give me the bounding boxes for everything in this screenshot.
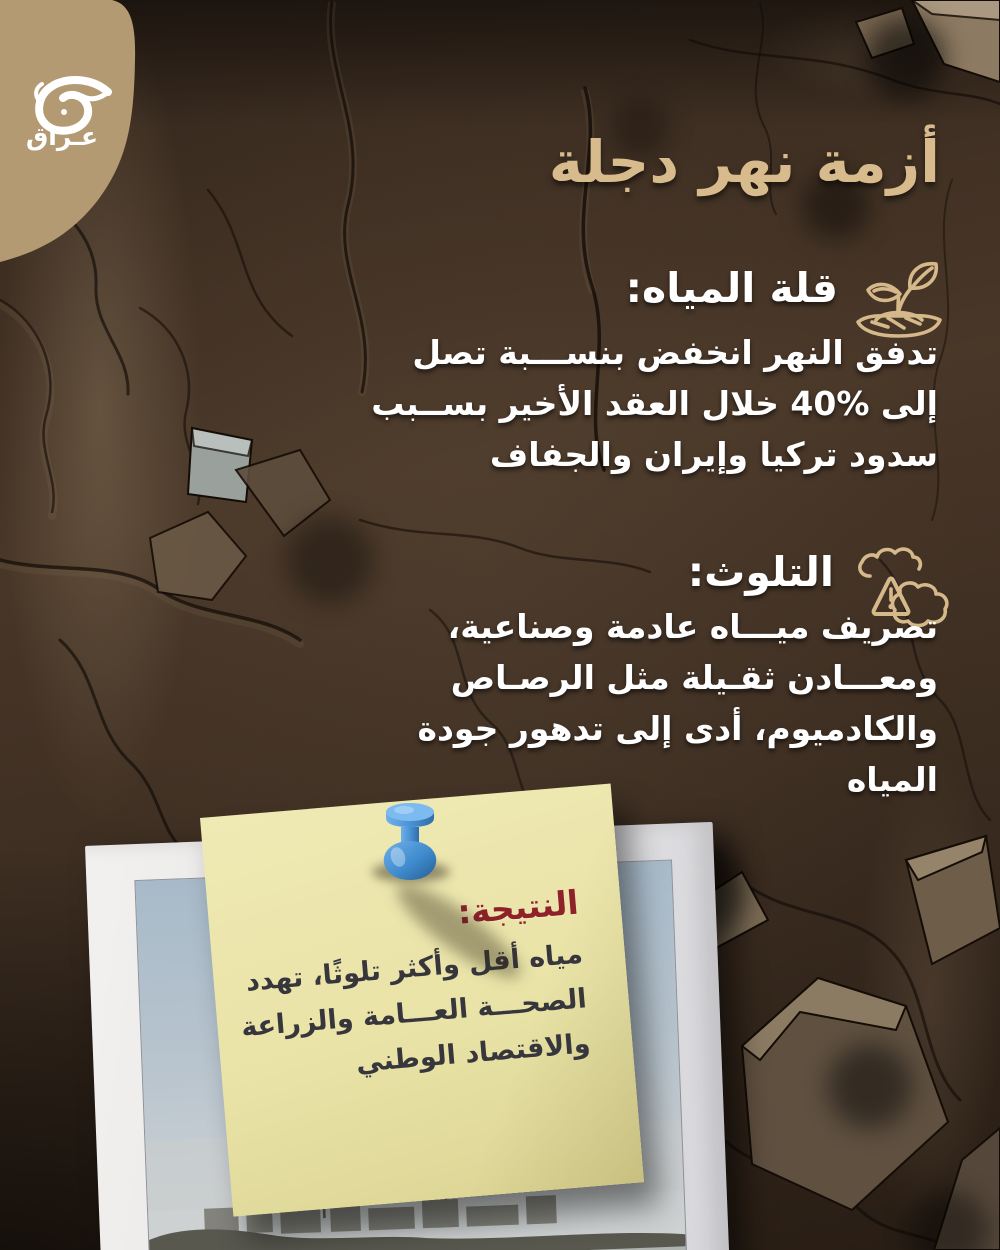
note-heading: النتيجة: bbox=[456, 882, 580, 932]
section-pollution-line-4: المياه bbox=[846, 760, 938, 799]
section-water-line-2: إلى %40 خلال العقد الأخير بســبب bbox=[371, 384, 938, 423]
section-water-body bbox=[371, 327, 938, 480]
note-line-3: والاقتصاد الوطني bbox=[354, 1028, 592, 1079]
section-water-line-1: تدفق النهر انخفض بنســـبة تصل bbox=[412, 333, 938, 372]
pushpin-icon bbox=[376, 800, 444, 886]
section-pollution-line-3: والكادميوم، أدى إلى تدهور جودة bbox=[417, 709, 938, 748]
al-mayadeen-logo-badge bbox=[0, 0, 150, 270]
note-line-2: الصحـــة العـــامة والزراعة bbox=[239, 983, 588, 1044]
section-pollution-heading: التلوث: bbox=[687, 548, 834, 596]
section-pollution-line-2: ومعـــادن ثقـيلة مثل الرصـاص bbox=[450, 658, 938, 697]
logo-region-label: عـراق bbox=[25, 122, 99, 151]
section-water-heading: قلة المياه: bbox=[625, 264, 838, 312]
page-title: أزمة نهر دجلة bbox=[548, 128, 940, 196]
section-water-line-3: سدود تركيا وإيران والجفاف bbox=[489, 435, 938, 474]
section-pollution-line-1: تصريف ميـــاه عادمة وصناعية، bbox=[447, 607, 938, 646]
section-pollution-body bbox=[418, 601, 939, 805]
note-line-1: مياه أقل وأكثر تلوثًا، تهدد bbox=[244, 938, 585, 998]
